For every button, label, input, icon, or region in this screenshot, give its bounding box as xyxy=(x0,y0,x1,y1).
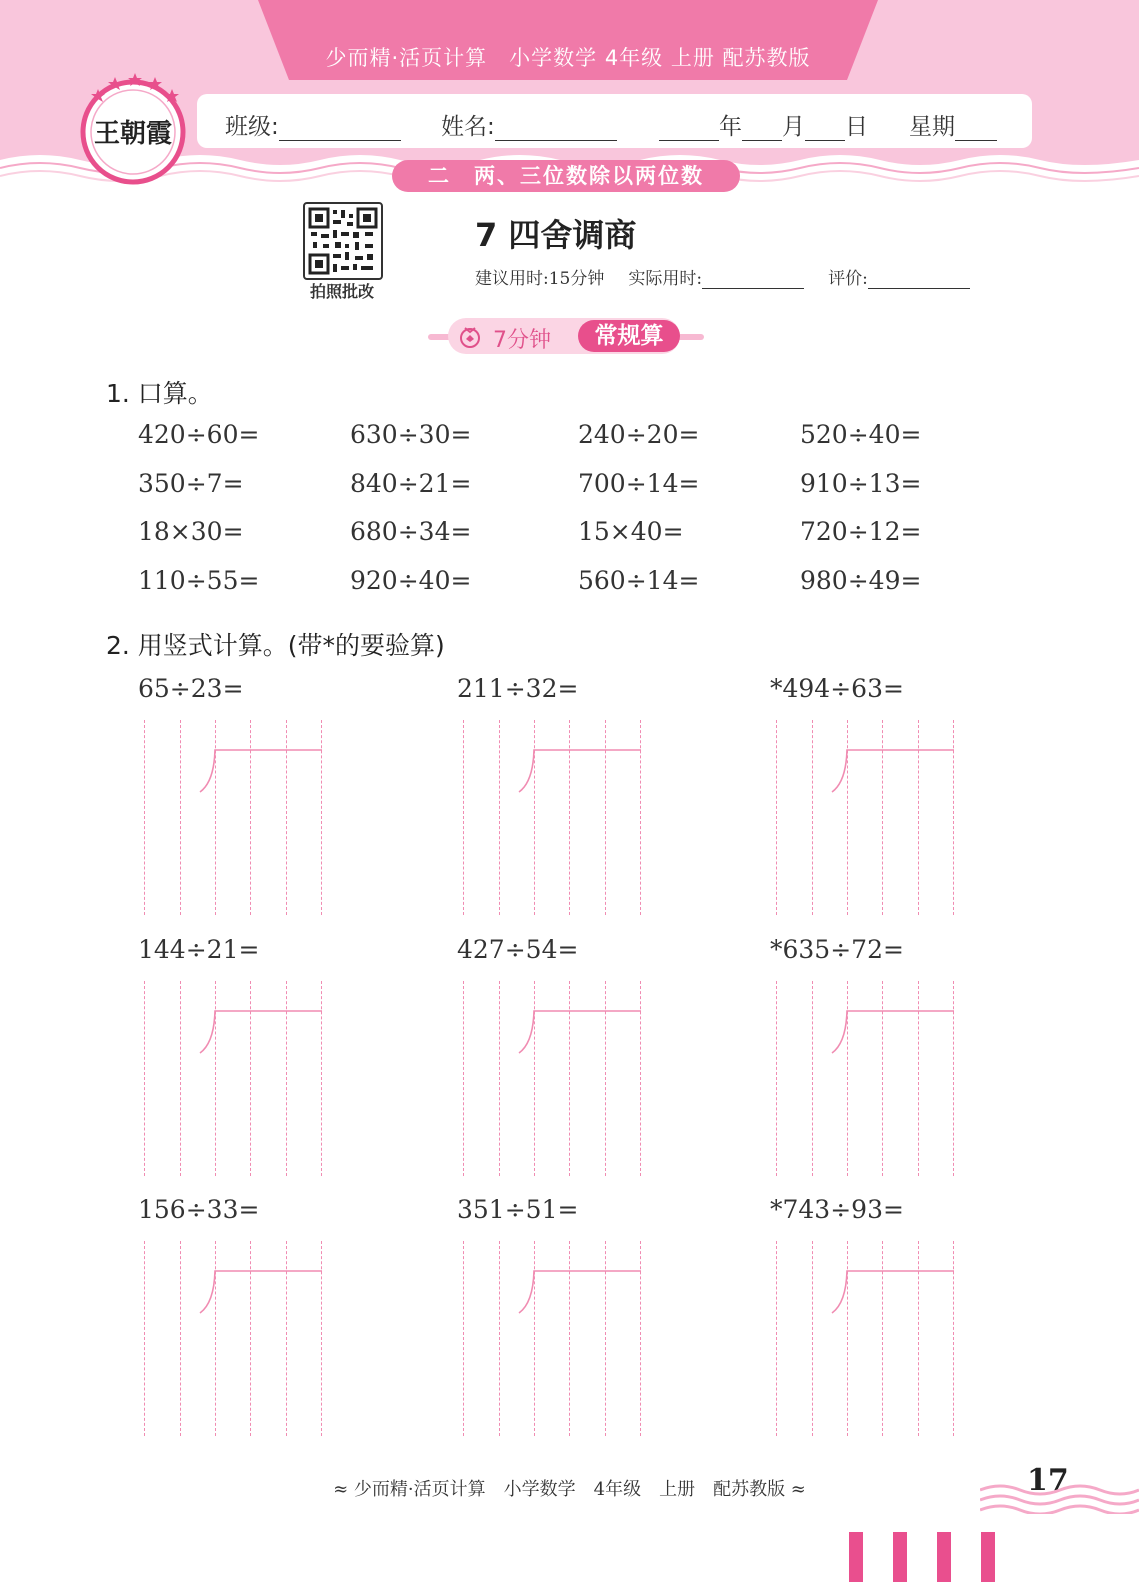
weekday-field[interactable] xyxy=(909,108,997,141)
guide-line xyxy=(812,981,813,1176)
oral-calc-item: 910÷13= xyxy=(800,469,922,498)
question-2-title: 2. 用竖式计算。(带*的要验算) xyxy=(106,631,445,660)
oral-calc-item: 680÷34= xyxy=(350,517,472,546)
page-number: 17 xyxy=(1027,1463,1069,1498)
series-title: 少而精·活页计算 小学数学 4年级 上册 配苏教版 xyxy=(325,46,811,70)
year-blank[interactable] xyxy=(659,120,719,141)
long-division-bracket xyxy=(517,1009,647,1059)
oral-calc-item: 630÷30= xyxy=(350,420,472,449)
oral-calc-item: 350÷7= xyxy=(138,469,244,498)
name-blank[interactable] xyxy=(495,120,617,141)
name-field[interactable] xyxy=(441,108,617,141)
footer-stripe xyxy=(849,1532,863,1582)
oral-calc-item: 700÷14= xyxy=(578,469,700,498)
guide-line xyxy=(180,720,181,915)
guide-line xyxy=(463,981,464,1176)
guide-line xyxy=(144,720,145,915)
date-field[interactable] xyxy=(659,108,868,141)
vertical-calc-problem: *494÷63= xyxy=(770,674,904,703)
time-label: 7分钟 xyxy=(493,328,551,353)
oral-calc-item: 980÷49= xyxy=(800,566,922,595)
vertical-calc-problem: *743÷93= xyxy=(770,1195,904,1224)
question-1-title: 1. 口算。 xyxy=(106,379,213,408)
long-division-bracket xyxy=(517,1269,647,1319)
long-division-bracket xyxy=(830,1009,960,1059)
oral-calc-item: 840÷21= xyxy=(350,469,472,498)
oral-calc-item: 720÷12= xyxy=(800,517,922,546)
oral-calc-item: 110÷55= xyxy=(138,566,260,595)
lesson-meta xyxy=(475,264,970,289)
month-blank[interactable] xyxy=(742,120,782,141)
weekday-label: 星期 xyxy=(909,114,955,140)
footer-stripe xyxy=(937,1532,951,1582)
student-info-box xyxy=(197,94,1032,148)
oral-calc-item: 920÷40= xyxy=(350,566,472,595)
guide-line xyxy=(812,720,813,915)
long-division-bracket xyxy=(198,748,328,798)
name-label: 姓名: xyxy=(441,114,495,140)
class-field[interactable] xyxy=(225,108,401,141)
class-blank[interactable] xyxy=(279,120,401,141)
guide-line xyxy=(180,981,181,1176)
oral-calc-item: 520÷40= xyxy=(800,420,922,449)
actual-time-blank[interactable] xyxy=(702,268,804,289)
long-division-bracket xyxy=(517,748,647,798)
vertical-calc-problem: *635÷72= xyxy=(770,935,904,964)
guide-line xyxy=(463,720,464,915)
qr-code-icon[interactable] xyxy=(303,202,383,280)
long-division-bracket xyxy=(198,1269,328,1319)
guide-line xyxy=(144,1241,145,1436)
vertical-calc-problem: 144÷21= xyxy=(138,935,260,964)
long-division-bracket xyxy=(830,748,960,798)
day-blank[interactable] xyxy=(805,120,845,141)
section-type-badge: 常规算 xyxy=(578,320,680,352)
guide-line xyxy=(812,1241,813,1436)
evaluation-label: 评价: xyxy=(828,269,868,289)
day-label: 日 xyxy=(845,114,868,140)
oral-calc-item: 240÷20= xyxy=(578,420,700,449)
clock-medal-icon xyxy=(458,325,482,349)
long-division-bracket xyxy=(198,1009,328,1059)
long-division-bracket xyxy=(830,1269,960,1319)
guide-line xyxy=(180,1241,181,1436)
month-label: 月 xyxy=(782,114,805,140)
oral-calc-item: 560÷14= xyxy=(578,566,700,595)
lesson-title: 7 四舍调商 xyxy=(475,216,637,254)
footer-stripe xyxy=(981,1532,995,1582)
vertical-calc-problem: 211÷32= xyxy=(457,674,579,703)
vertical-calc-problem: 427÷54= xyxy=(457,935,579,964)
evaluation-blank[interactable] xyxy=(868,268,970,289)
vertical-calc-problem: 65÷23= xyxy=(138,674,244,703)
guide-line xyxy=(776,1241,777,1436)
qr-label: 拍照批改 xyxy=(309,282,374,301)
footer-text: ≈ 少而精·活页计算 小学数学 4年级 上册 配苏教版 ≈ xyxy=(333,1479,806,1500)
guide-line xyxy=(144,981,145,1176)
guide-line xyxy=(463,1241,464,1436)
oral-calc-item: 15×40= xyxy=(578,517,684,546)
footer-wave-decoration xyxy=(980,1478,1139,1514)
logo-text: 王朝霞 xyxy=(93,119,173,149)
unit-title: 二 两、三位数除以两位数 xyxy=(392,160,740,192)
oral-calc-item: 18×30= xyxy=(138,517,244,546)
guide-line xyxy=(499,1241,500,1436)
actual-time-label: 实际用时: xyxy=(628,269,703,289)
suggested-time: 建议用时:15分钟 xyxy=(475,269,605,289)
oral-calc-item: 420÷60= xyxy=(138,420,260,449)
guide-line xyxy=(499,720,500,915)
guide-line xyxy=(776,981,777,1176)
guide-line xyxy=(499,981,500,1176)
guide-line xyxy=(776,720,777,915)
vertical-calc-problem: 351÷51= xyxy=(457,1195,579,1224)
footer-stripe xyxy=(893,1532,907,1582)
weekday-blank[interactable] xyxy=(955,120,997,141)
vertical-calc-problem: 156÷33= xyxy=(138,1195,260,1224)
year-label: 年 xyxy=(719,114,742,140)
brand-logo xyxy=(78,70,188,185)
class-label: 班级: xyxy=(225,114,279,140)
